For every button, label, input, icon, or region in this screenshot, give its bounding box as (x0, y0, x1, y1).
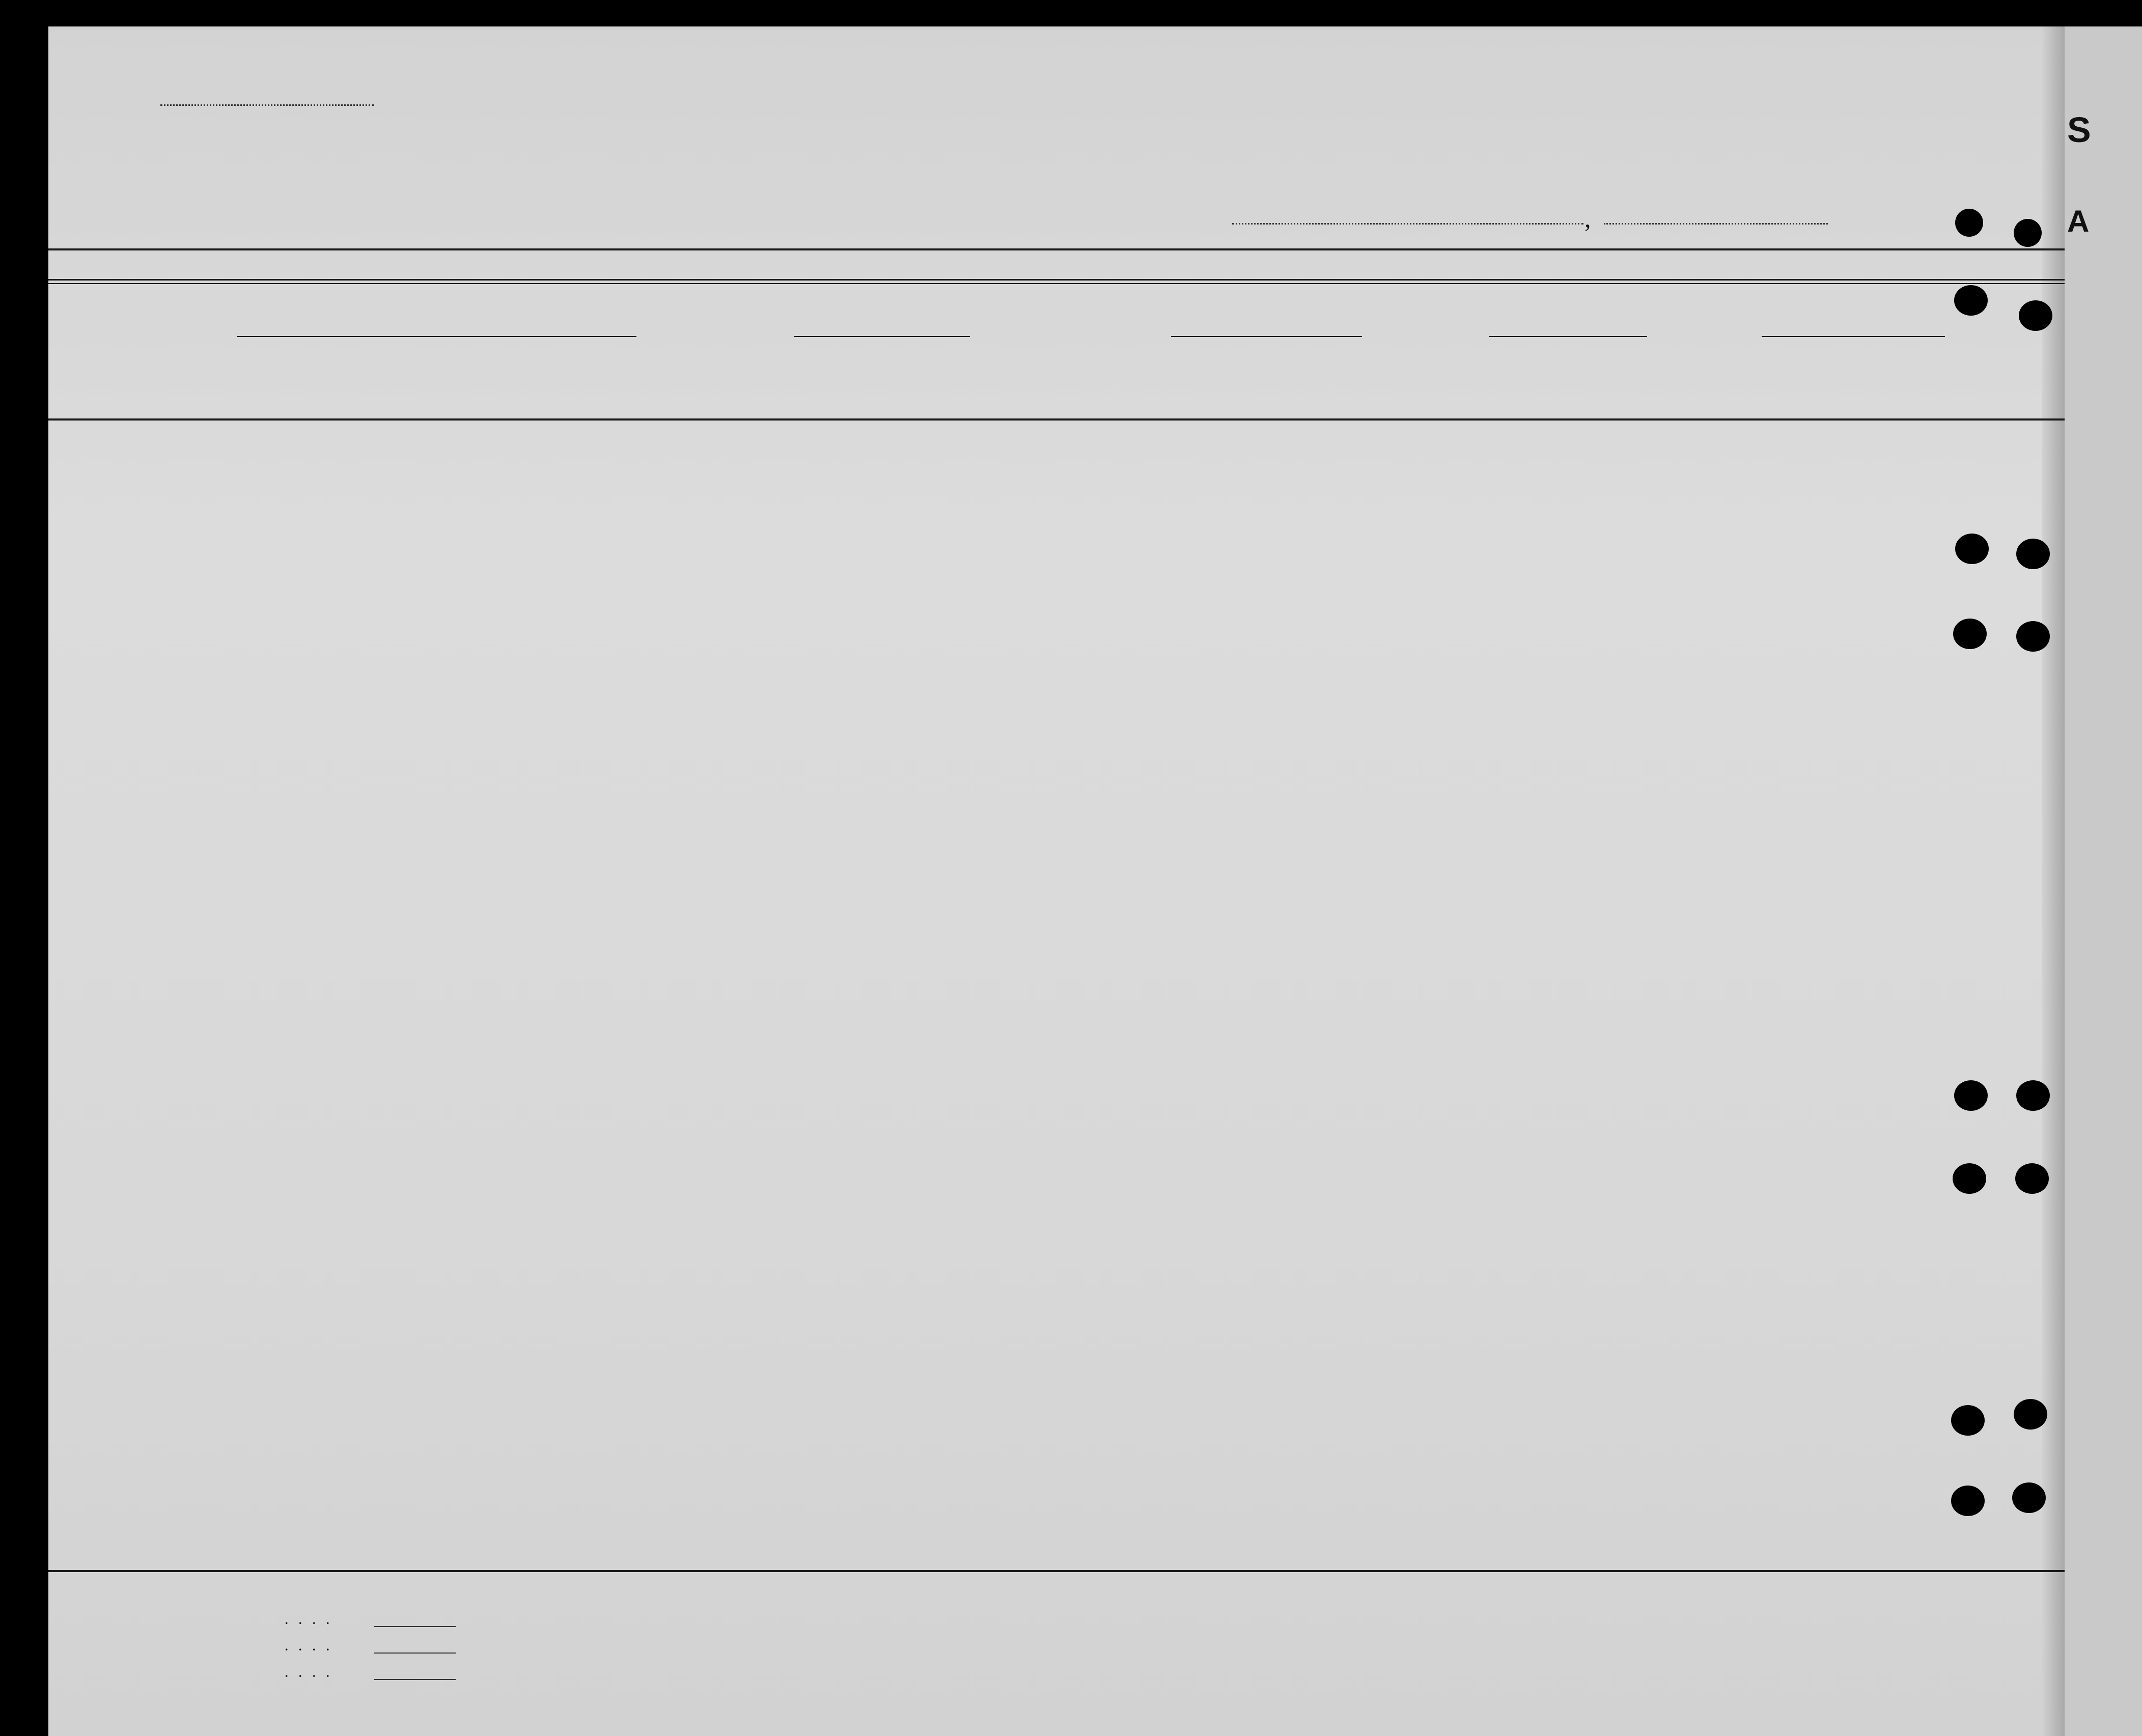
punch-hole (1954, 285, 1988, 316)
sailing-from-line (1232, 223, 1583, 225)
age-subheader-rule (573, 336, 636, 337)
column-number-rule (48, 279, 2065, 281)
us-citizens-dots: . . . . (285, 1640, 333, 1653)
punch-hole (1951, 1486, 1985, 1516)
total-passengers-dots: . . . . (285, 1614, 333, 1627)
punch-hole (1954, 1080, 1988, 1111)
adjacent-page-strip (2065, 26, 2142, 1736)
able-subheader-rule (794, 336, 970, 337)
birth-subheader-rule (1171, 336, 1362, 337)
punch-hole (2016, 1080, 2050, 1111)
punch-hole (2015, 1163, 2049, 1194)
adjacent-page-letter-s: S (2067, 110, 2091, 150)
table-bottom-rule (48, 1570, 2065, 1572)
punch-hole (1955, 534, 1989, 564)
punch-hole (2014, 219, 2042, 247)
issued-subheader-rule (1489, 336, 1647, 337)
comma: , (1584, 204, 1591, 233)
punch-hole (2019, 300, 2052, 331)
punch-hole (2014, 1399, 2047, 1430)
punch-hole (1955, 209, 1983, 237)
header-bottom-rule (48, 418, 2065, 421)
adjacent-page-letter-a: A (2067, 204, 2090, 238)
punch-hole (2012, 1482, 2046, 1513)
total-passengers-line (374, 1626, 456, 1627)
column-number-rule-2 (48, 283, 2065, 284)
punch-hole (1953, 619, 1987, 649)
sailing-date-line (1604, 223, 1828, 225)
name-subheader-rule (237, 336, 573, 337)
punch-hole (1951, 1405, 1985, 1436)
residence-subheader-rule (1762, 336, 1945, 337)
aliens-line (374, 1679, 456, 1680)
list-line (160, 104, 374, 106)
punch-hole (1953, 1163, 1986, 1194)
punch-hole (2016, 621, 2050, 652)
table-top-rule (48, 248, 2065, 250)
aliens-dots: . . . . (285, 1667, 333, 1679)
punch-hole (2016, 539, 2050, 569)
us-citizens-line (374, 1653, 456, 1654)
